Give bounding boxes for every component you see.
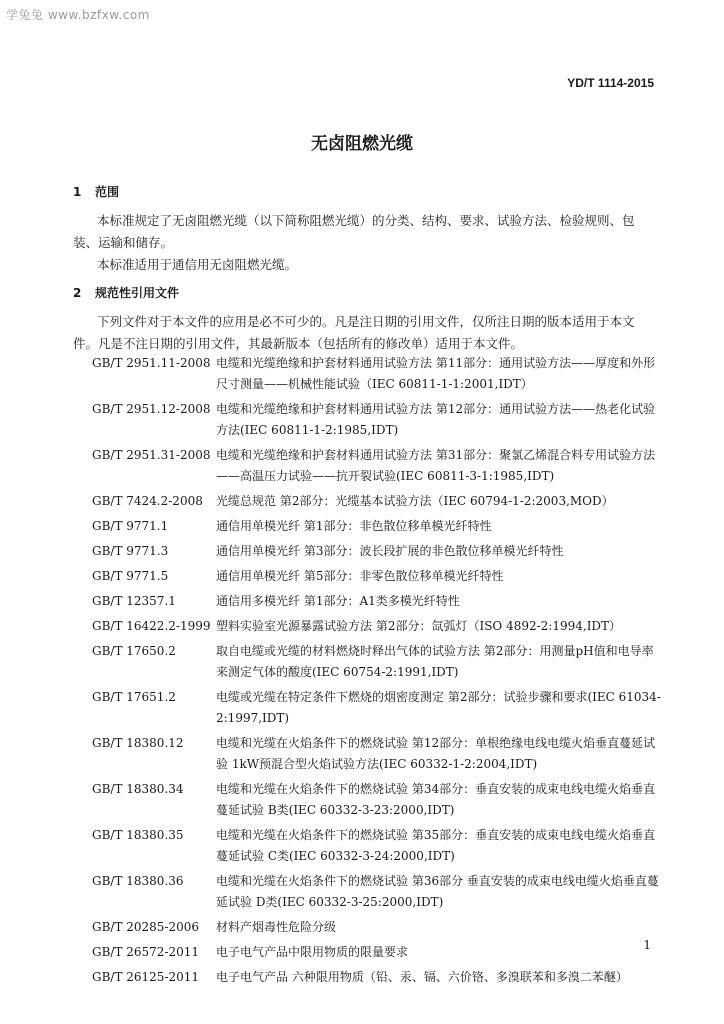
reference-title: 取自电缆或光缆的材料燃烧时释出气体的试验方法 第2部分：用测量pH值和电导率来测定气体的酸度(IEC 60754-2:1991,IDT) — [216, 644, 654, 679]
reference-item — [92, 967, 662, 988]
section-1-number: 1 — [73, 185, 82, 199]
reference-title: 电子电气产品 六种限用物质（铅、汞、镉、六价铬、多溴联苯和多溴二苯醚） — [216, 970, 628, 984]
reference-code: GB/T 26125-2011 — [92, 970, 200, 984]
reference-title: 光缆总规范 第2部分：光缆基本试验方法（IEC 60794-1-2:2003,MOD） — [216, 494, 614, 508]
document-title: 无卤阻燃光缆 — [311, 134, 413, 154]
section-2-heading — [73, 284, 179, 301]
reference-code: GB/T 18380.12 — [92, 736, 184, 750]
reference-title: 材料产烟毒性危险分级 — [216, 920, 337, 934]
reference-item — [92, 491, 662, 512]
reference-title: 塑料实验室光源暴露试验方法 第2部分：氙弧灯（ISO 4892-2:1994,IDT） — [216, 619, 622, 633]
reference-code: GB/T 18380.35 — [92, 828, 184, 842]
reference-title: 电缆和光缆在火焰条件下的燃烧试验 第36部分 垂直安装的成束电线电缆火焰垂直蔓延试验 D类(IEC 60332-3-25:2000,IDT) — [216, 874, 659, 909]
reference-code: GB/T 20285-2006 — [92, 920, 200, 934]
reference-code: GB/T 18380.34 — [92, 782, 184, 796]
reference-title: 电缆和光缆在火焰条件下的燃烧试验 第12部分：单根绝缘电线电缆火焰垂直蔓延试验 1kW预混合型火焰试验方法(IEC 60332-1-2:2004,IDT) — [216, 736, 656, 771]
reference-item — [92, 566, 662, 587]
page-number: 1 — [643, 938, 651, 952]
reference-code: GB/T 12357.1 — [92, 594, 176, 608]
reference-item — [92, 687, 662, 729]
reference-code: GB/T 17650.2 — [92, 644, 176, 658]
reference-title: 电缆和光缆绝缘和护套材料通用试验方法 第12部分：通用试验方法——热老化试验方法(IEC 60811-1-2:1985,IDT) — [216, 402, 656, 437]
reference-code: GB/T 9771.3 — [92, 544, 169, 558]
site-watermark: 学兔兔 www.bzfxw.com — [6, 8, 150, 22]
reference-item — [92, 445, 662, 487]
reference-title: 通信用单模光纤 第5部分：非零色散位移单模光纤特性 — [216, 569, 504, 583]
reference-list — [92, 353, 662, 988]
reference-item — [92, 825, 662, 867]
reference-item — [92, 779, 662, 821]
section-1-heading — [73, 183, 119, 200]
reference-item — [92, 353, 662, 395]
reference-code: GB/T 17651.2 — [92, 690, 176, 704]
standard-number: YD/T 1114-2015 — [567, 76, 654, 90]
reference-item — [92, 871, 662, 913]
section-1-title: 范围 — [95, 185, 120, 199]
reference-title: 电缆和光缆绝缘和护套材料通用试验方法 第11部分：通用试验方法——厚度和外形尺寸测量——机械性能试验（IEC 60811-1-1:2001,IDT） — [216, 356, 656, 391]
reference-item — [92, 541, 662, 562]
reference-item — [92, 641, 662, 683]
scope-paragraph-1: 本标准规定了无卤阻燃光缆（以下简称阻燃光缆）的分类、结构、要求、试验方法、检验规则、包装、运输和储存。 — [73, 213, 635, 250]
reference-title: 电缆和光缆在火焰条件下的燃烧试验 第35部分：垂直安装的成束电线电缆火焰垂直蔓延试验 C类(IEC 60332-3-24:2000,IDT) — [216, 828, 656, 863]
reference-item — [92, 591, 662, 612]
reference-code: GB/T 9771.1 — [92, 519, 169, 533]
reference-item — [92, 942, 662, 963]
reference-title: 通信用多模光纤 第1部分：A1类多模光纤特性 — [216, 594, 460, 608]
reference-item — [92, 733, 662, 775]
reference-item — [92, 399, 662, 441]
section-2-number: 2 — [73, 286, 82, 300]
reference-code: GB/T 9771.5 — [92, 569, 169, 583]
reference-title: 通信用单模光纤 第3部分：波长段扩展的非色散位移单模光纤特性 — [216, 544, 564, 558]
reference-code: GB/T 7424.2-2008 — [92, 494, 203, 508]
reference-title: 电子电气产品中限用物质的限量要求 — [216, 945, 409, 959]
reference-code: GB/T 18380.36 — [92, 874, 184, 888]
references-intro: 下列文件对于本文件的应用是必不可少的。凡是注日期的引用文件，仅所注日期的版本适用于本文件。凡是不注日期的引用文件，其最新版本（包括所有的修改单）适用于本文件。 — [73, 314, 635, 351]
reference-code: GB/T 2951.31-2008 — [92, 448, 211, 462]
reference-item — [92, 616, 662, 637]
reference-item — [92, 516, 662, 537]
reference-code: GB/T 2951.11-2008 — [92, 356, 211, 370]
reference-title: 电缆和光缆绝缘和护套材料通用试验方法 第31部分：聚氯乙烯混合料专用试验方法——高温压力试验——抗开裂试验(IEC 60811-3-1:1985,IDT) — [216, 448, 656, 483]
reference-item — [92, 917, 662, 938]
reference-title: 电缆和光缆在火焰条件下的燃烧试验 第34部分：垂直安装的成束电线电缆火焰垂直蔓延试验 B类(IEC 60332-3-23:2000,IDT) — [216, 782, 656, 817]
reference-code: GB/T 16422.2-1999 — [92, 619, 211, 633]
reference-code: GB/T 26572-2011 — [92, 945, 200, 959]
section-2-title: 规范性引用文件 — [95, 286, 180, 300]
reference-title: 通信用单模光纤 第1部分：非色散位移单模光纤特性 — [216, 519, 492, 533]
reference-title: 电缆或光缆在特定条件下燃烧的烟密度测定 第2部分：试验步骤和要求(IEC 61034-2:1997,IDT) — [216, 690, 661, 725]
reference-code: GB/T 2951.12-2008 — [92, 402, 211, 416]
scope-paragraph-2: 本标准适用于通信用无卤阻燃光缆。 — [97, 257, 298, 272]
